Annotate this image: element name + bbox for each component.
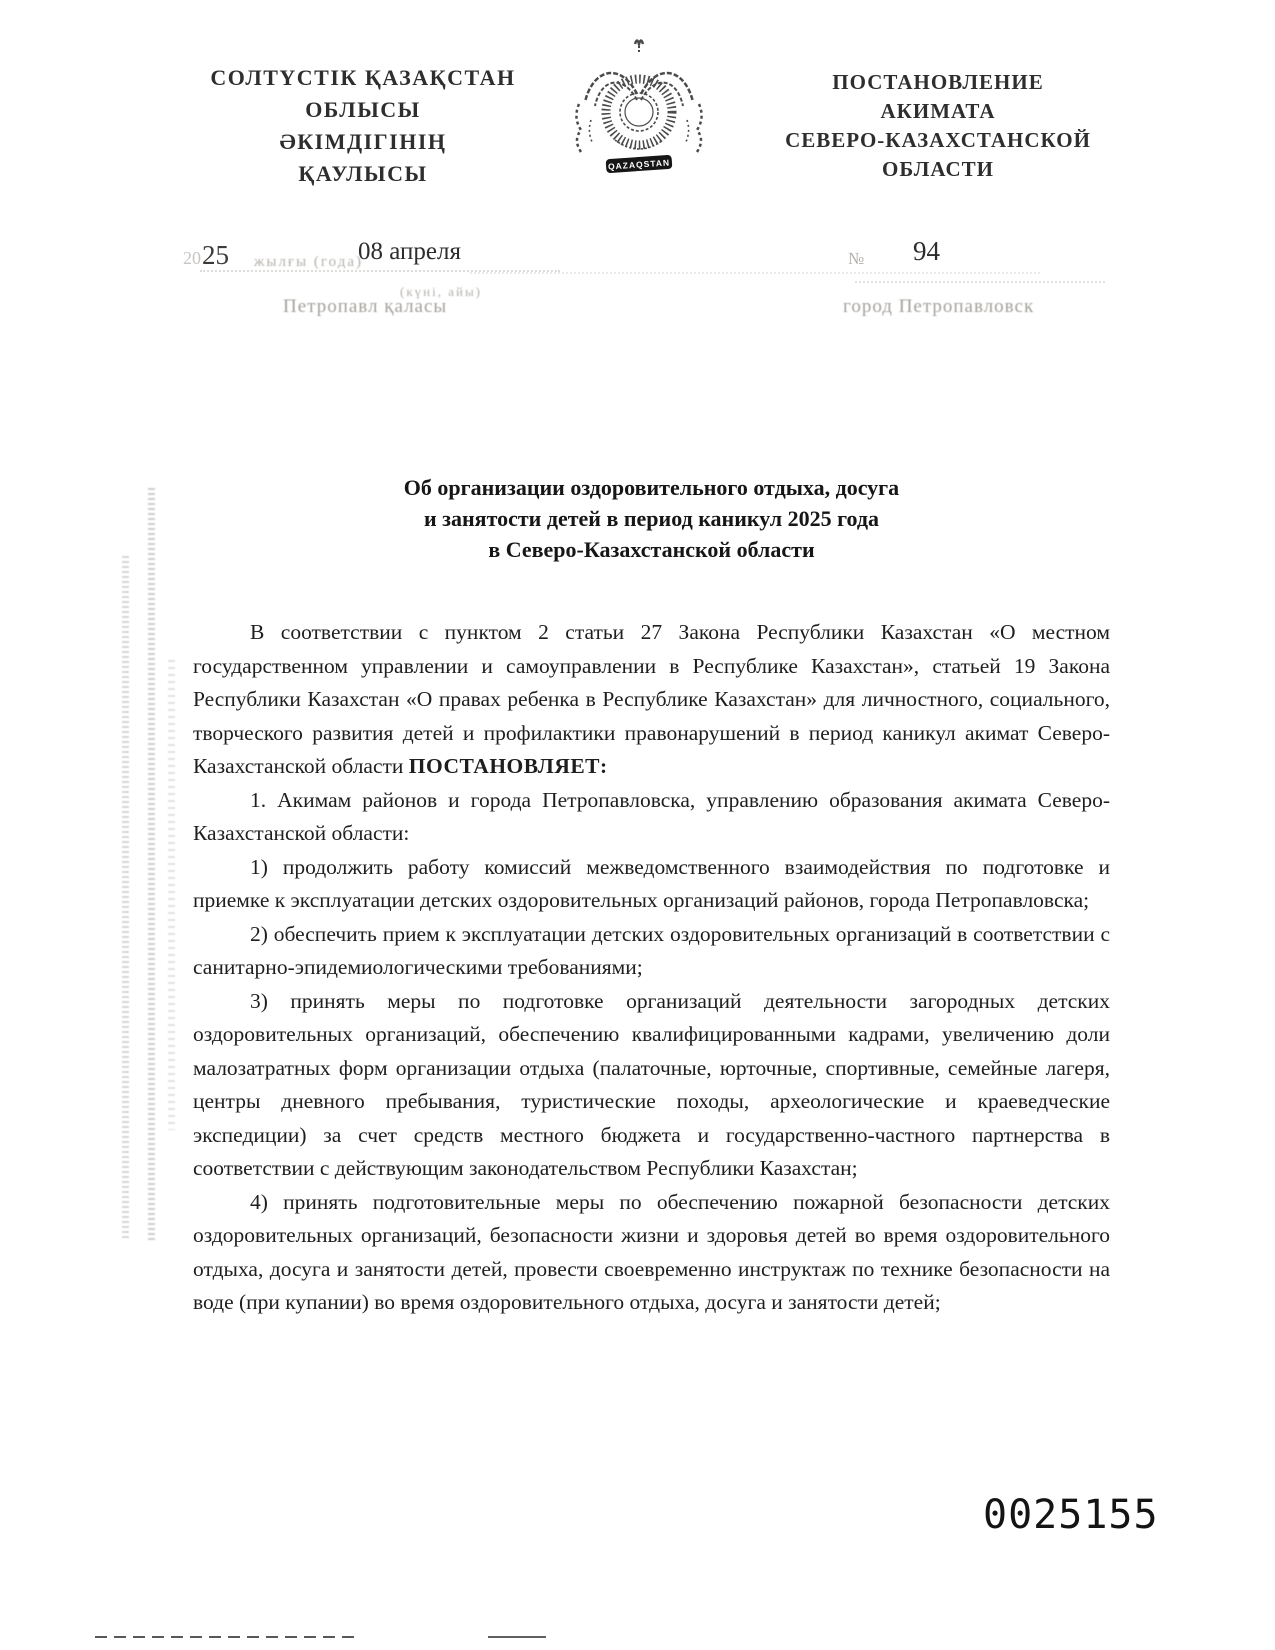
decree-date: 08 апреля: [358, 238, 461, 265]
header-title-russian-line: ОБЛАСТИ: [882, 157, 994, 181]
document-title-line: Об организации оздоровительного отдыха, досуга: [403, 475, 900, 500]
emblem-banner-text: QAZAQSTAN: [607, 157, 671, 172]
document-title: [193, 472, 1110, 565]
document-title-line: и занятости детей в период каникул 2025 года: [423, 506, 880, 531]
paragraph-bold-text: ПОСТАНОВЛЯЕТ:: [408, 754, 608, 778]
body-paragraph: [193, 784, 1110, 851]
header-title-kazakh-line: ОБЛЫСЫ: [305, 97, 421, 122]
place-name-russian: город Петропавловск: [843, 296, 1035, 317]
number-sign: №: [848, 249, 865, 268]
document-title-line: в Северо-Казахстанской области: [488, 537, 815, 562]
serial-number: 0025155: [983, 1492, 1159, 1538]
left-margin-stamp-column: [148, 488, 155, 1240]
header-title-kazakh-line: СОЛТҮСТІК ҚАЗАҚСТАН: [210, 65, 516, 90]
header-title-kazakh: [196, 62, 530, 190]
header-title-russian-line: СЕВЕРО-КАЗАХСТАНСКОЙ: [785, 128, 1091, 152]
left-margin-stamp-column: [168, 660, 175, 1130]
header-title-russian-line: ПОСТАНОВЛЕНИЕ: [832, 70, 1044, 94]
body-paragraph: [193, 985, 1110, 1186]
document-body: [193, 616, 1110, 1320]
paragraph-text: 3) принять меры по подготовке организаций деятельности загородных детских оздоровительных организаций, обеспечению квалифицированными кадрами, увеличению доли малозатратных форм организации отдыха (палаточные, юрточные, спортивные, семейные лагеря, центры дневного пребывания, туристические походы, археологические и краеведческие экспедиции) за счет средств местного бюджета и государственно-частного партнерства в соответствии с действующим законодательством Республики Казахстан;: [193, 988, 1110, 1180]
kazakhstan-emblem-icon: [563, 28, 715, 188]
body-paragraph: [193, 1186, 1110, 1320]
header-title-kazakh-line: ӘКІМДІГІНІҢ: [279, 129, 447, 154]
date-underline-extension: [470, 272, 1040, 274]
date-form-sublabel: (күні, айы): [400, 284, 483, 299]
bottom-scan-line: [488, 1636, 546, 1638]
body-paragraph: [193, 918, 1110, 985]
year-written: 25: [202, 240, 229, 270]
paragraph-text: 1) продолжить работу комиссий межведомственного взаимодействия по подготовке и приемке к эксплуатации детских оздоровительных организаций районов, города Петропавловска;: [193, 854, 1110, 912]
paragraph-text: 4) принять подготовительные меры по обеспечению пожарной безопасности детских оздоровительных организаций, безопасности жизни и здоровья детей во время оздоровительного отдыха, досуга и занятости детей, провести своевременно инструктаж по технике безопасности на воде (при купании) во время оздоровительного отдыха, досуга и занятости детей;: [193, 1189, 1110, 1314]
header-title-kazakh-line: ҚАУЛЫСЫ: [298, 161, 428, 186]
body-paragraph: [193, 851, 1110, 918]
bottom-scan-line: [95, 1636, 355, 1638]
year-preprinted: 20: [183, 248, 201, 268]
paragraph-text: В соответствии с пунктом 2 статьи 27 Закона Республики Казахстан «О местном государственном управлении и самоуправлении в Республике Казахстан», статьей 19 Закона Республики Казахстан «О правах ребенка в Республике Казахстан» для личностного, социального, творческого развития детей и профилактики правонарушений в период каникул акимат Северо-Казахстанской области: [193, 620, 1110, 778]
header-title-russian: [752, 68, 1124, 184]
number-underline: [855, 281, 1105, 283]
paragraph-text: 2) обеспечить прием к эксплуатации детских оздоровительных организаций в соответствии с санитарно-эпидемиологическими требованиями;: [193, 921, 1110, 979]
year-form-label: жылғы (года): [254, 254, 364, 270]
paragraph-text: 1. Акимам районов и города Петропавловска, управлению образования акимата Северо-Казахстанской области:: [193, 787, 1110, 845]
header-title-russian-line: АКИМАТА: [880, 99, 996, 123]
decree-number: 94: [913, 236, 940, 266]
year-value: [183, 240, 229, 271]
left-margin-stamp-column: [122, 556, 129, 1240]
body-paragraph: [193, 616, 1110, 784]
place-name-kazakh: Петропавл қаласы: [283, 296, 448, 317]
